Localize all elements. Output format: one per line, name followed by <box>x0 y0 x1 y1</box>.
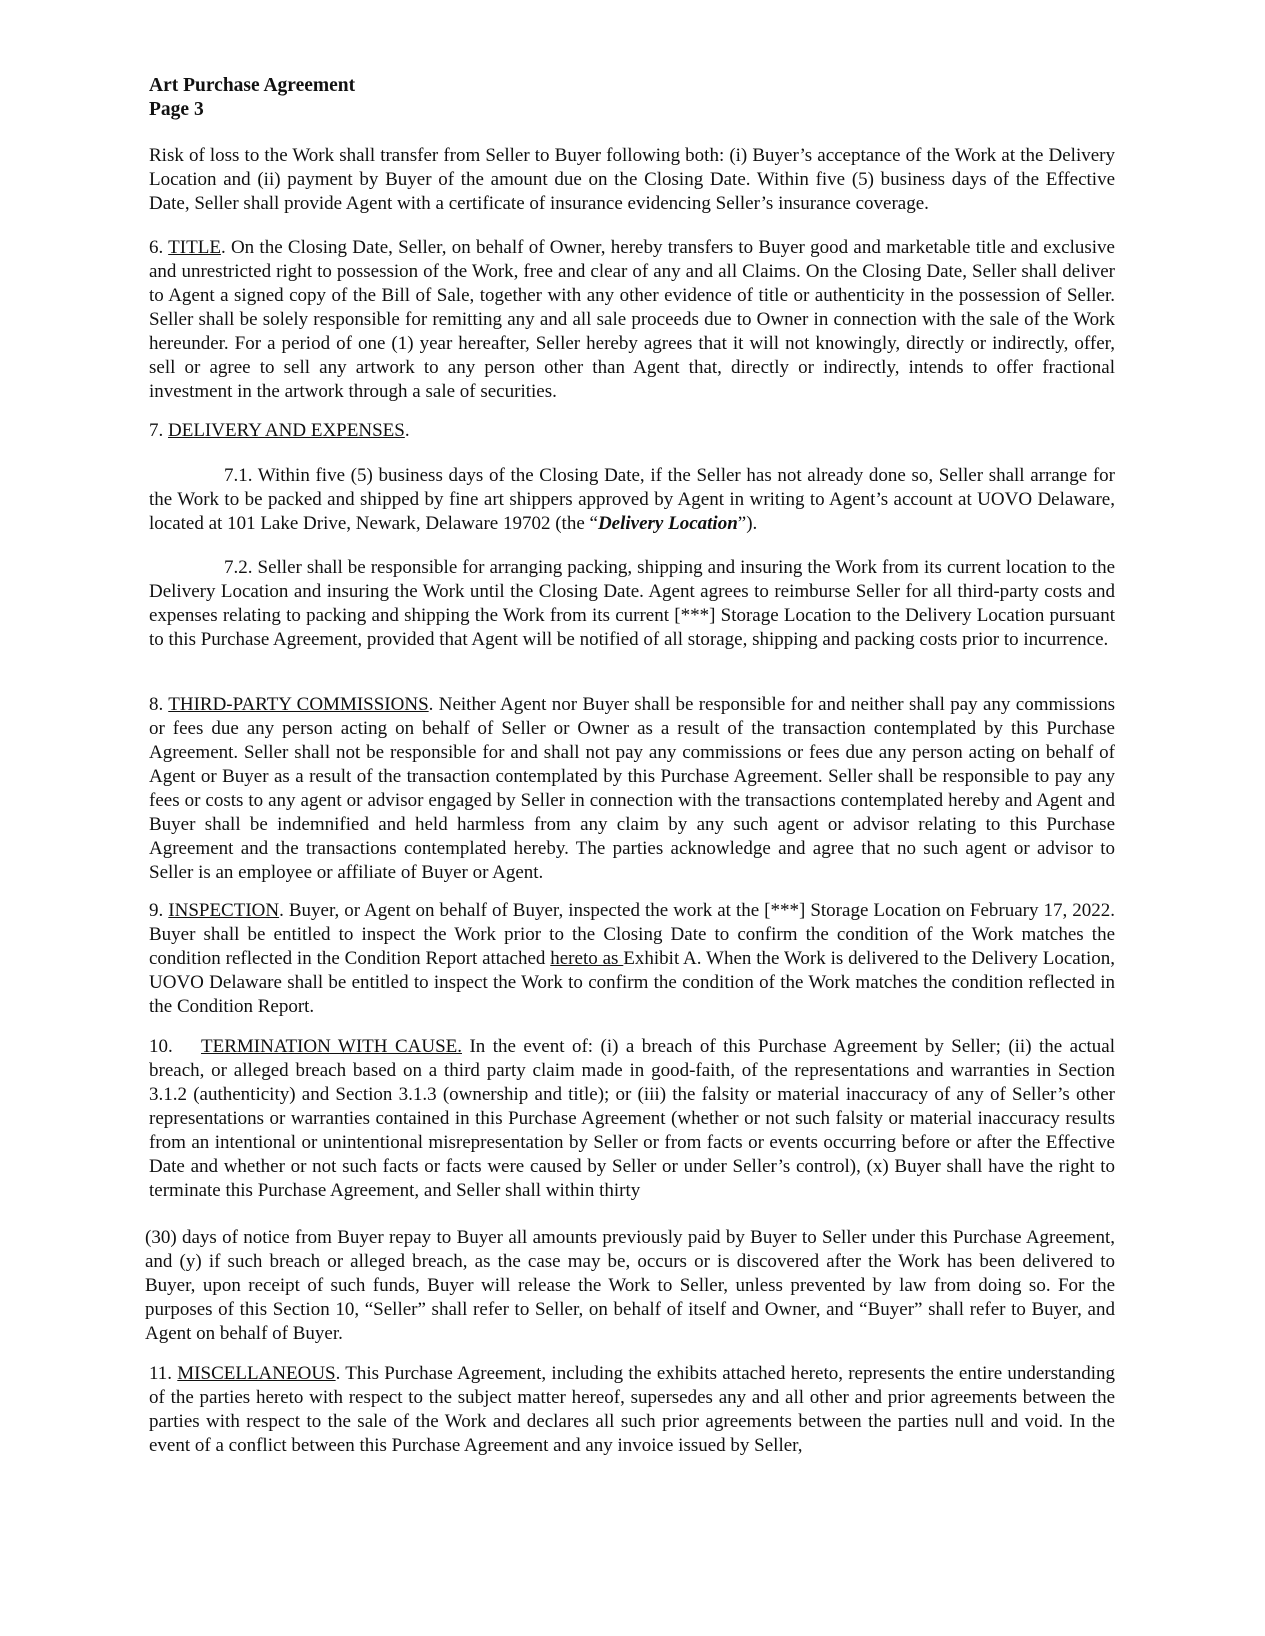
document-title: Art Purchase Agreement <box>149 75 356 96</box>
section-heading: THIRD-PARTY COMMISSIONS <box>168 694 429 715</box>
section-body: . On the Closing Date, Seller, on behalf of Owner, hereby transfers to Buyer good and marketable title and exclusive and unrestricted right to possession of the Work, free and clear of any and all Claims. On the Closing Date, Seller shall deliver to Agent a signed copy of the Bill of Sale, together with any other evidence of title or authenticity in the possession of Seller. Seller shall be solely responsible for remitting any and all sale proceeds due to Owner in connection with the sale of the Work hereunder. For a period of one (1) year hereafter, Seller hereby agrees that it will not knowingly, directly or indirectly, offer, sell or agree to sell any artwork to any person other than Agent that, directly or indirectly, intends to offer fractional investment in the artwork through a sale of securities. <box>149 237 1115 402</box>
subsection-7-1 <box>149 464 1115 536</box>
section-body-continued: Exhibit A. When the Work is delivered to the Delivery Location, UOVO Delaware shall be entitled to inspect the Work to confirm the condition of the Work matches the condition reflected in the Condition Report. <box>149 948 1115 1017</box>
section-8-third-party-commissions <box>149 693 1115 885</box>
heading-period: . <box>404 420 410 441</box>
section-10-continuation: (30) days of notice from Buyer repay to Buyer all amounts previously paid by Buyer to Seller under this Purchase Agreement, and (y) if such breach or alleged breach, as the case may be, occurs or is discovered after the Work has been delivered to Buyer, upon receipt of such funds, Buyer will release the Work to Seller, unless prevented by law from doing so. For the purposes of this Section 10, “Seller” shall refer to Seller, on behalf of itself and Owner, and “Buyer” shall refer to Buyer, and Agent on behalf of Buyer. <box>145 1227 1115 1344</box>
section-heading: INSPECTION <box>168 900 280 921</box>
subsection-7-2: 7.2. Seller shall be responsible for arranging packing, shipping and insuring the Work from its current location to the Delivery Location and insuring the Work until the Closing Date. Agent agrees to reimburse Seller for all third-party costs and expenses relating to packing and shipping the Work from its current [***] Storage Location to the Delivery Location pursuant to this Purchase Agreement, provided that Agent will be notified of all storage, shipping and packing costs prior to incurrence. <box>149 557 1115 650</box>
section-body: . This Purchase Agreement, including the exhibits attached hereto, represents the entire understanding of the parties hereto with respect to the subject matter hereof, supersedes any and all other and prior agreements between the parties with respect to the sale of the Work and declares all such prior agreements between the parties null and void. In the event of a conflict between this Purchase Agreement and any invoice issued by Seller, <box>149 1363 1116 1456</box>
section-number: 8. <box>149 694 164 715</box>
section-7-heading <box>149 419 1115 443</box>
page-number: Page 3 <box>149 99 204 120</box>
subsection-text: 7.1. Within five (5) business days of the Closing Date, if the Seller has not already done so, Seller shall arrange for the Work to be packed and shipped by fine art shippers approved by Agent in writing to Agent’s account at UOVO Delaware, located at 101 Lake Drive, Newark, Delaware 19702 (the “ <box>149 465 1115 534</box>
section-heading: MISCELLANEOUS <box>177 1363 336 1384</box>
section-heading: DELIVERY AND EXPENSES <box>168 420 405 441</box>
section-6-title <box>149 236 1115 404</box>
page-header <box>149 74 355 122</box>
section-10-termination <box>149 1035 1115 1203</box>
section-heading: TERMINATION WITH CAUSE. <box>201 1036 462 1057</box>
section-number: 9. <box>149 900 164 921</box>
section-body: . Buyer, or Agent on behalf of Buyer, inspected the work at the [***] Storage Location on February 17, 2022. Buyer shall be entitled to inspect the Work prior to the Closing Date to confirm the condition of the Work matches the condition reflected in the Condition Report attached <box>149 900 1116 969</box>
section-heading: TITLE <box>168 237 221 258</box>
subsection-text-end: ”). <box>737 513 758 534</box>
section-number: 7. <box>149 420 164 441</box>
section-number: 6. <box>149 237 164 258</box>
section-body: In the event of: (i) a breach of this Purchase Agreement by Seller; (ii) the actual breach, or alleged breach based on a third party claim made in good-faith, of the representations and warranties in Section 3.1.2 (authenticity) and Section 3.1.3 (ownership and title); or (iii) the falsity or material inaccuracy of any of Seller’s other representations or warranties contained in this Purchase Agreement (whether or not such falsity or material inaccuracy results from an intentional or unintentional misrepresentation by Seller or from facts or events occurring before or after the Effective Date and whether or not such facts or facts were caused by Seller or under Seller’s control), (x) Buyer shall have the right to terminate this Purchase Agreement, and Seller shall within thirty <box>149 1036 1115 1201</box>
section-number: 10. <box>149 1036 173 1057</box>
risk-of-loss-paragraph: Risk of loss to the Work shall transfer from Seller to Buyer following both: (i) Buyer’s acceptance of the Work at the Delivery Location and (ii) payment by Buyer of the amount due on the Closing Date. Within five (5) business days of the Effective Date, Seller shall provide Agent with a certificate of insurance evidencing Seller’s insurance coverage. <box>149 145 1115 214</box>
section-number: 11. <box>149 1363 173 1384</box>
section-body: . Neither Agent nor Buyer shall be responsible for and neither shall pay any commissions or fees due any person acting on behalf of Seller or Owner as a result of the transaction contemplated by this Purchase Agreement. Seller shall not be responsible for and shall not pay any commissions or fees due any person acting on behalf of Agent or Buyer as a result of the transaction contemplated by this Purchase Agreement. Seller shall be responsible to pay any fees or costs to any agent or advisor engaged by Seller in connection with the transactions contemplated hereby and Agent and Buyer shall be indemnified and held harmless from any claim by any such agent or advisor relating to this Purchase Agreement and the transactions contemplated hereby. The parties acknowledge and agree that no such agent or advisor to Seller is an employee or affiliate of Buyer or Agent. <box>149 694 1115 883</box>
section-11-miscellaneous <box>149 1362 1115 1458</box>
section-9-inspection <box>149 899 1115 1019</box>
defined-term: Delivery Location <box>597 513 738 534</box>
inline-link-text: hereto as <box>550 948 624 969</box>
